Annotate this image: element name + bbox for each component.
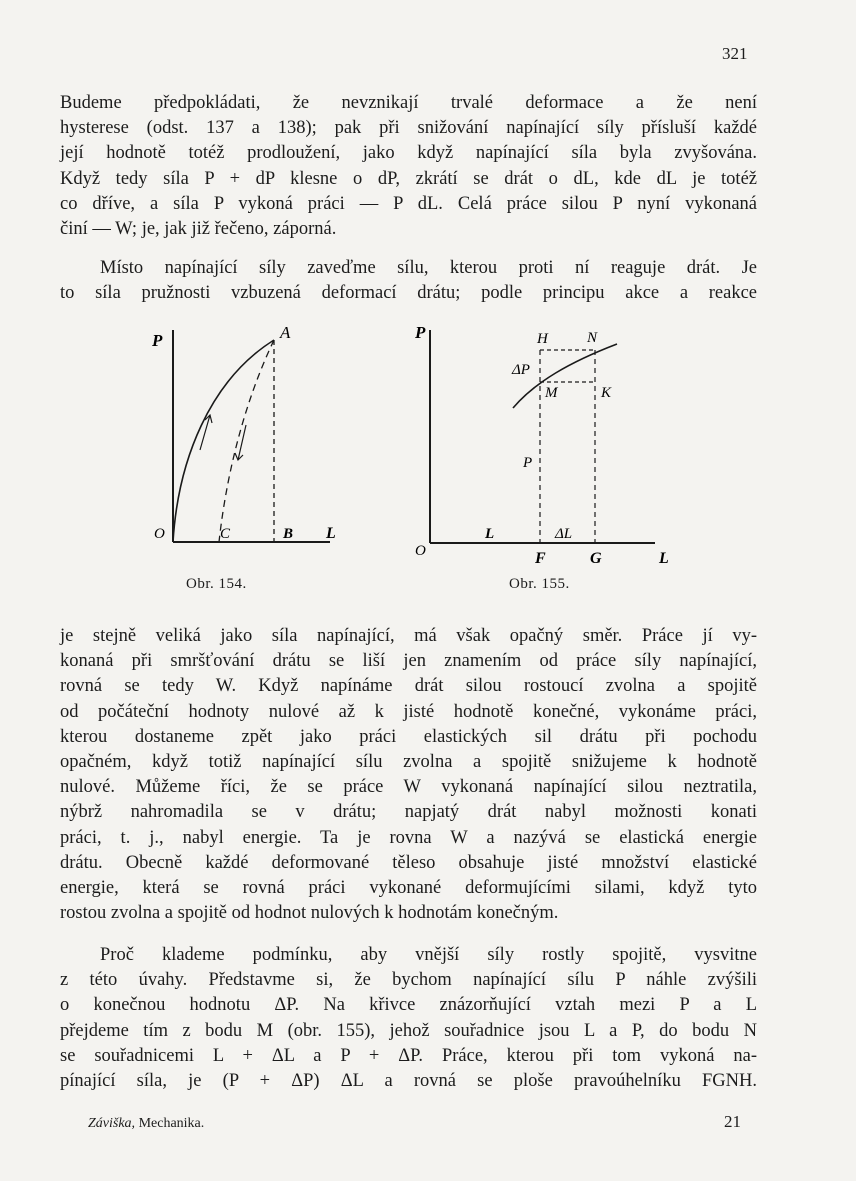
text-line: činí — W; je, jak již řečeno, záporná. (60, 219, 337, 240)
figure-154 (140, 320, 360, 600)
text-line: rostou zvolna a spojitě od hodnot nulových k hodnotám konečným. (60, 903, 559, 924)
text-line: z této úvahy. Představme si, že bychom napínající sílu P náhle zvýšili (60, 970, 757, 991)
text-line: o konečnou hodnotu ΔP. Na křivce znázorňující vztah mezi P a L (60, 995, 757, 1016)
caption-155: Obr. 155. (509, 576, 570, 592)
text-line: co dříve, a síla P vykoná práci — P dL. Celá práce silou P nyní vykonaná (60, 193, 757, 214)
paragraph-3 (60, 624, 757, 926)
label-k: K (601, 385, 612, 401)
figure-155 (405, 320, 695, 570)
label-m: M (545, 385, 558, 401)
text-line: je stejně veliká jako síla napínající, má však opačný směr. Práce jí vy- (60, 626, 757, 646)
arrow-up (200, 415, 210, 450)
text-line: nýbrž nahromadila se v drátu; napjatý drát nabyl možnosti konati (60, 802, 757, 823)
loading-curve (173, 340, 274, 542)
unloading-curve (219, 340, 274, 542)
page-number: 321 (722, 44, 748, 63)
text-line: opačném, když totiž napínající sílu zvolna a spojitě snižujeme k hodnotě (60, 752, 757, 773)
text-line: hysterese (odst. 137 a 138); pak při snižování napínající síly přísluší každé (60, 118, 757, 139)
signature-mark: 21 (724, 1112, 741, 1131)
label-l: L (326, 525, 336, 542)
text-line: její hodnotě totéž prodloužení, jako když napínající síla byla zvyšována. (60, 143, 757, 164)
label-p: P (152, 331, 163, 350)
text-line: energie, která se rovná práci vykonané deformujícími silami, když tyto (60, 878, 757, 899)
text-line: se souřadnicemi L + ΔL a P + ΔP. Práce, kterou při tom vykoná na- (60, 1045, 757, 1066)
paragraph-1 (60, 91, 757, 242)
label-h: H (537, 331, 548, 347)
label-b: B (283, 526, 294, 542)
text-line: to síla pružnosti vzbuzená deformací drátu; podle principu akce a reakce (60, 283, 757, 304)
label-a: A (280, 323, 291, 342)
arrow-down (238, 425, 246, 460)
author-name: Záviška, (88, 1116, 136, 1131)
label-g: G (590, 550, 602, 567)
label-n: N (587, 330, 598, 346)
book-title: Mechanika. (138, 1116, 205, 1131)
label-p-mid: P (523, 455, 533, 471)
text-line: práci, t. j., nabyl energie. Ta je rovna W a nazývá se elastická energie (60, 827, 757, 848)
text-line: Když tedy síla P + dP klesne o dP, zkrátí se drát o dL, kde dL je totéž (60, 168, 757, 189)
paragraph-2 (60, 256, 757, 306)
text-line: drátu. Obecně každé deformované těleso obsahuje jisté množství elastické (60, 852, 757, 873)
text-line: pínající síla, je (P + ΔP) ΔL a rovná se ploše pravoúhelníku FGNH. (60, 1071, 757, 1092)
caption-154: Obr. 154. (186, 576, 247, 592)
text-line: Proč klademe podmínku, aby vnější síly rostly spojitě, vysvitne (100, 945, 757, 965)
text-line: kterou dostaneme zpět jako práci elastických sil drátu při pochodu (60, 726, 757, 747)
paragraph-4 (60, 943, 757, 1094)
text-line: Místo napínající síly zaveďme sílu, kterou proti ní reaguje drát. Je (100, 258, 757, 278)
label-c: C (220, 526, 231, 542)
label-o: O (415, 543, 426, 559)
text-line: rovná se tedy W. Když napínáme drát silou rostoucí zvolna a spojitě (60, 676, 757, 697)
label-dp: ΔP (512, 362, 530, 378)
text-line: od počáteční hodnoty nulové až k jisté hodnotě konečné, vykonáme práci, (60, 701, 757, 722)
label-dl: ΔL (555, 526, 573, 542)
label-p: P (415, 323, 426, 342)
label-l-end: L (659, 550, 669, 567)
text-line: nulové. Můžeme říci, že se práce W vykonaná napínající silou neztratila, (60, 777, 757, 798)
text-line: přejdeme tím z bodu M (obr. 155), jehož souřadnice jsou L a P, do bodu N (60, 1020, 757, 1041)
text-line: konaná při smršťování drátu se liší jen znamením od práce síly napínající, (60, 651, 757, 672)
text-line: Budeme předpokládati, že nevznikají trvalé deformace a že není (60, 93, 757, 113)
label-l: L (485, 526, 495, 542)
label-f: F (535, 550, 546, 567)
label-o: O (154, 526, 165, 542)
footer-author (88, 1116, 204, 1132)
